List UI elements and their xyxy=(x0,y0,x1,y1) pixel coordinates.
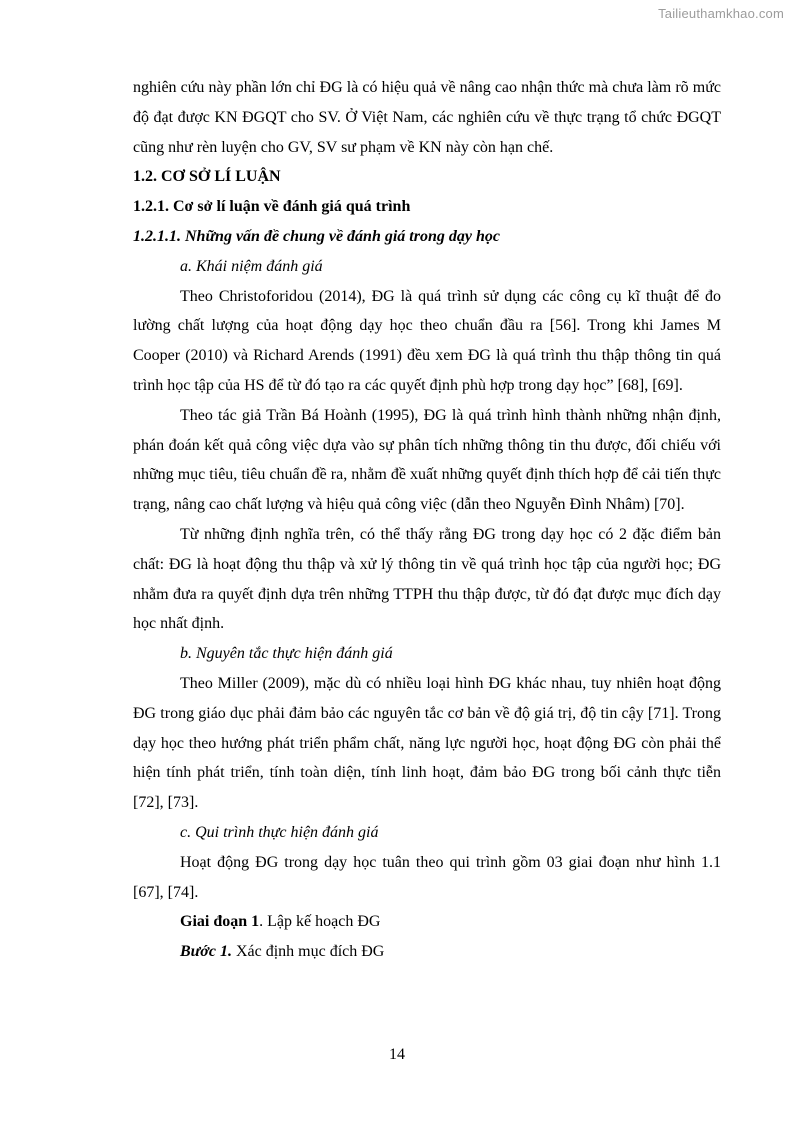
page-body xyxy=(133,73,721,967)
step-text: Xác định mục đích ĐG xyxy=(231,943,385,961)
subheading-concept: a. Khái niệm đánh giá xyxy=(180,257,323,275)
section-heading-1-2: 1.2. CƠ SỞ LÍ LUẬN xyxy=(133,168,281,186)
step-label: Bước 1. xyxy=(180,943,232,961)
page-number: 14 xyxy=(389,1046,405,1063)
paragraph-process: Hoạt động ĐG trong dạy học tuân theo qui trình gồm 03 giai đoạn như hình 1.1 [67], [74]. xyxy=(133,853,721,901)
paragraph-christoforidou: Theo Christoforidou (2014), ĐG là quá trình sử dụng các công cụ kĩ thuật để đo lường chất lượng của hoạt động dạy học theo chuẩn đầu ra [56]. Trong khi James M Cooper (2010) và Richard Arends (1991) đều xem ĐG là quá trình thu thập thông tin quá trình học tập của HS để từ đó tạo ra các quyết định phù hợp trong dạy học” [68], [69]. xyxy=(133,287,721,394)
paragraph-tran-ba-hoanh: Theo tác giả Trần Bá Hoành (1995), ĐG là quá trình hình thành những nhận định, phán đoán kết quả công việc dựa vào sự phân tích những thông tin thu được, đối chiếu với những mục tiêu, tiêu chuẩn đề ra, nhằm đề xuất những quyết định thích hợp để cải tiến thực trạng, nâng cao chất lượng và hiệu quả công việc (dẫn theo Nguyễn Đình Nhâm) [70]. xyxy=(133,406,721,514)
step-line xyxy=(133,937,721,967)
subheading-process: c. Qui trình thực hiện đánh giá xyxy=(180,823,379,841)
stage-text: . Lập kế hoạch ĐG xyxy=(259,913,381,931)
section-heading-1-2-1: 1.2.1. Cơ sở lí luận về đánh giá quá trình xyxy=(133,198,411,216)
paragraph-continuation: nghiên cứu này phần lớn chỉ ĐG là có hiệu quả về nâng cao nhận thức mà chưa làm rõ mức độ đạt được KN ĐGQT cho SV. Ở Việt Nam, các nghiên cứu về thực trạng tổ chức ĐGQT cũng như rèn luyện cho GV, SV sư phạm về KN này còn hạn chế. xyxy=(133,79,721,156)
subheading-principles: b. Nguyên tắc thực hiện đánh giá xyxy=(180,645,393,663)
paragraph-definitions-summary: Từ những định nghĩa trên, có thể thấy rằng ĐG trong dạy học có 2 đặc điểm bản chất: ĐG là hoạt động thu thập và xử lý thông tin về quá trình học tập của người học; ĐG nhằm đưa ra quyết định dựa trên những TTPH thu thập được, từ đó đạt được mục đích dạy học nhất định. xyxy=(133,525,721,633)
paragraph-miller: Theo Miller (2009), mặc dù có nhiều loại hình ĐG khác nhau, tuy nhiên hoạt động ĐG trong giáo dục phải đảm bảo các nguyên tắc cơ bản về độ giá trị, độ tin cậy [71]. Trong dạy học theo hướng phát triển phẩm chất, năng lực người học, hoạt động ĐG còn phải thể hiện tính phát triển, tính toàn diện, tính linh hoạt, đảm bảo ĐG trong bối cảnh thực tiễn [72], [73]. xyxy=(133,674,721,812)
watermark: Tailieuthamkhao.com xyxy=(658,6,784,21)
stage-line xyxy=(133,907,721,937)
section-heading-1-2-1-1: 1.2.1.1. Những vấn đề chung về đánh giá trong dạy học xyxy=(133,227,500,245)
stage-label: Giai đoạn 1 xyxy=(180,913,260,931)
